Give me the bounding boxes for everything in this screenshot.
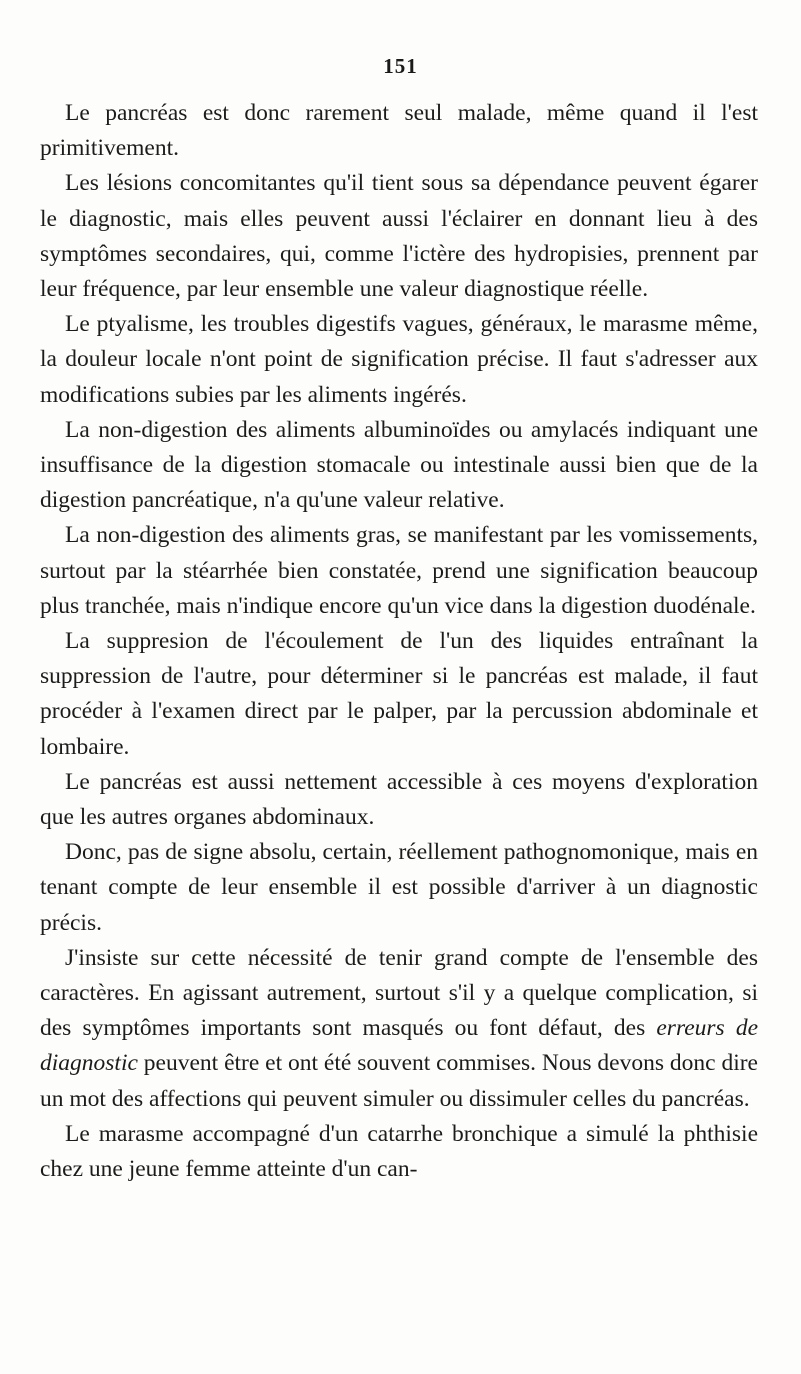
italic-phrase: erreurs de diagnostic — [40, 1015, 758, 1077]
paragraph-9-end: peuvent être et ont été souvent commises. Nous devons donc dire un mot des affections qui peuvent simuler ou dissimuler celles du pancréas. — [40, 1050, 758, 1112]
paragraph-9-start: J'insiste sur cette nécessité de tenir grand compte de l'ensemble des caractères. En agissant autrement, surtout s'il y a quelque complication, si des symptômes importants sont masqués ou font défaut, des — [40, 944, 758, 1042]
paragraph-4: La non-digestion des aliments albuminoïdes ou amylacés indiquant une insuffisance de la digestion stomacale ou intestinale aussi bien que de la digestion pancréatique, n'a qu'une valeur relative. — [40, 416, 758, 514]
paragraph-10: Le marasme accompagné d'un catarrhe bronchique a simulé la phthisie chez une jeune femme atteinte d'un can- — [40, 1120, 758, 1183]
paragraph-2: Les lésions concomitantes qu'il tient sous sa dépendance peuvent égarer le diagnostic, mais elles peuvent aussi l'éclairer en donnant lieu à des symptômes secondaires, qui, comme l'ictère des hydropisies, prennent par leur fréquence, par leur ensemble une valeur diagnostique réelle. — [40, 170, 758, 303]
page-number: 151 — [383, 54, 418, 78]
body-text — [40, 96, 758, 1187]
paragraph-7: Le pancréas est aussi nettement accessible à ces moyens d'exploration que les autres organes abdominaux. — [40, 768, 758, 831]
paragraph-9 — [40, 941, 758, 1117]
paragraph-8: Donc, pas de signe absolu, certain, réellement pathognomonique, mais en tenant compte de leur ensemble il est possible d'arriver à un diagnostic précis. — [40, 839, 758, 936]
paragraph-1: Le pancréas est donc rarement seul malade, même quand il l'est primitivement. — [40, 100, 758, 162]
paragraph-3: Le ptyalisme, les troubles digestifs vagues, généraux, le marasme même, la douleur locale n'ont point de signification précise. Il faut s'adresser aux modifications subies par les aliments ingérés. — [40, 311, 758, 408]
paragraph-6: La suppresion de l'écoulement de l'un des liquides entraînant la suppression de l'autre, pour déterminer si le pancréas est malade, il faut procéder à l'examen direct par le palper, par la percussion abdominale et lombaire. — [40, 628, 758, 760]
paragraph-5: La non-digestion des aliments gras, se manifestant par les vomissements, surtout par la stéarrhée bien constatée, prend une signification beaucoup plus tranchée, mais n'indique encore qu'un vice dans la digestion duodénale. — [40, 522, 758, 619]
